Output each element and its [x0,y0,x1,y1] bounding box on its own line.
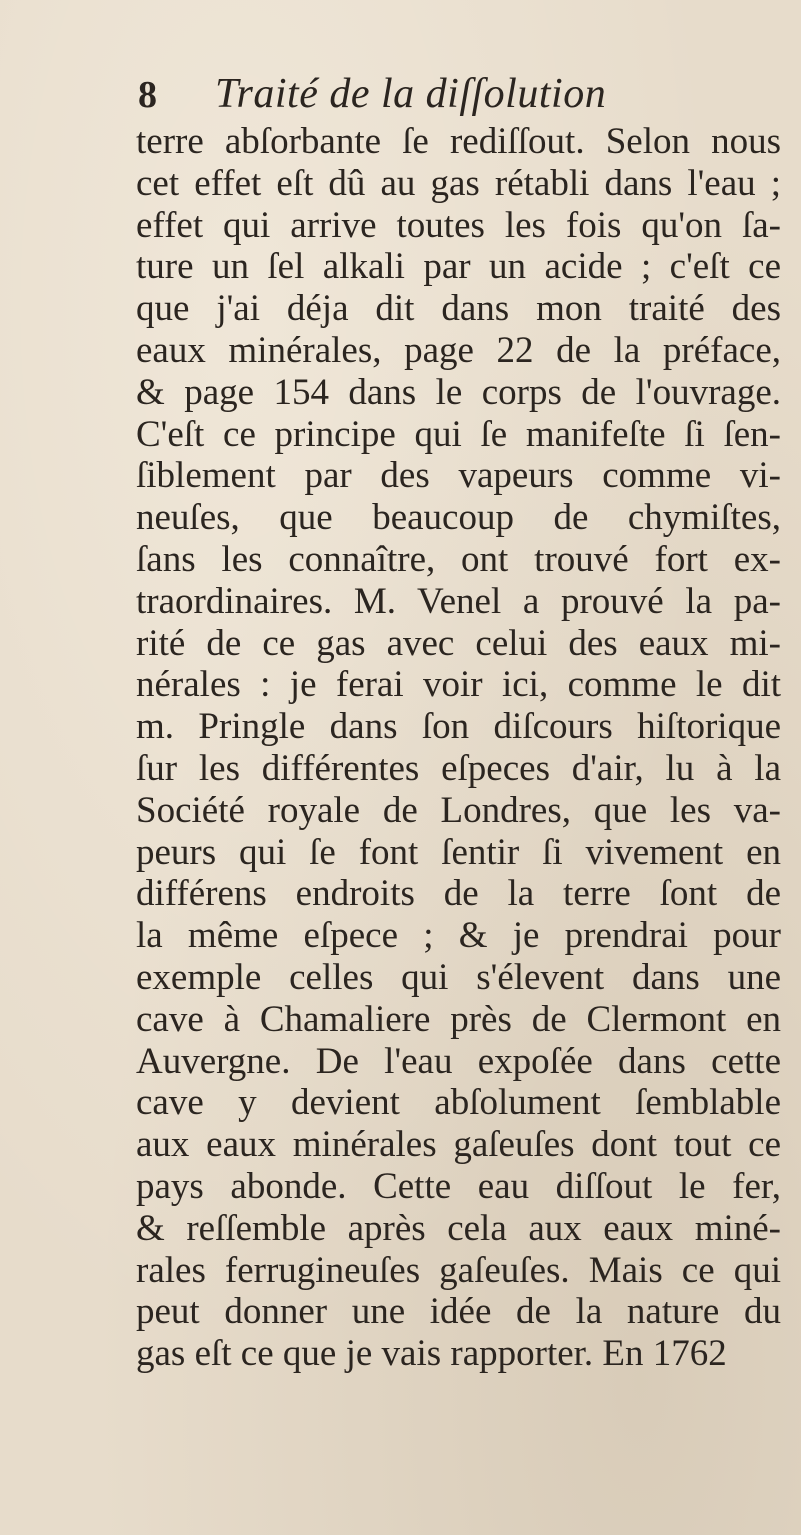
text-line: traordinaires. M. Venel a prouvé la pa- [136,580,781,622]
text-line: ſiblement par des vapeurs comme vi- [136,455,781,497]
text-line: ſur les différentes eſpeces d'air, lu à la [136,747,781,789]
text-line: & reſſemble après cela aux eaux miné- [136,1207,781,1249]
text-line: rité de ce gas avec celui des eaux mi- [136,622,781,664]
text-line: cave y devient abſolument ſemblable [136,1082,781,1124]
text-line: aux eaux minérales gaſeuſes dont tout ce [136,1124,781,1166]
running-head [138,70,606,116]
text-line: ſans les connaître, ont trouvé fort ex- [136,538,781,580]
text-line: terre abſorbante ſe rediſſout. Selon nous [136,121,781,162]
text-line: Société royale de Londres, que les va- [136,789,781,831]
text-line: m. Pringle dans ſon diſcours hiſtorique [136,706,781,748]
text-line: neuſes, que beaucoup de chymiſtes, [136,497,781,539]
text-line: que j'ai déja dit dans mon traité des [136,288,781,330]
text-line: peurs qui ſe font ſentir ſi vivement en [136,831,781,873]
text-line: peut donner une idée de la nature du [136,1291,781,1333]
body-text [136,121,781,1375]
text-line: rales ferrugineuſes gaſeuſes. Mais ce qui [136,1249,781,1291]
text-line: Auvergne. De l'eau expoſée dans cette [136,1040,781,1082]
text-line: & page 154 dans le corps de l'ouvrage. [136,371,781,413]
text-line: exemple celles qui s'élevent dans une [136,956,781,998]
text-line: cet effet eſt dû au gas rétabli dans l'eau ; [136,162,781,204]
text-line: eaux minérales, page 22 de la préface, [136,329,781,371]
text-line: nérales : je ferai voir ici, comme le dit [136,664,781,706]
text-line: effet qui arrive toutes les fois qu'on ſa- [136,204,781,246]
text-line: gas eſt ce que je vais rapporter. En 1762 [136,1333,727,1375]
text-line: la même eſpece ; & je prendrai pour [136,915,781,957]
text-line: différens endroits de la terre ſont de [136,873,781,915]
text-line: pays abonde. Cette eau diſſout le fer, [136,1165,781,1207]
running-title: Traité de la diſſolution [215,71,607,117]
text-line: ture un ſel alkali par un acide ; c'eſt ce [136,246,781,288]
text-line: C'eſt ce principe qui ſe manifeſte ſi ſen- [136,413,781,455]
page-number: 8 [138,74,157,116]
text-line: cave à Chamaliere près de Clermont en [136,998,781,1040]
